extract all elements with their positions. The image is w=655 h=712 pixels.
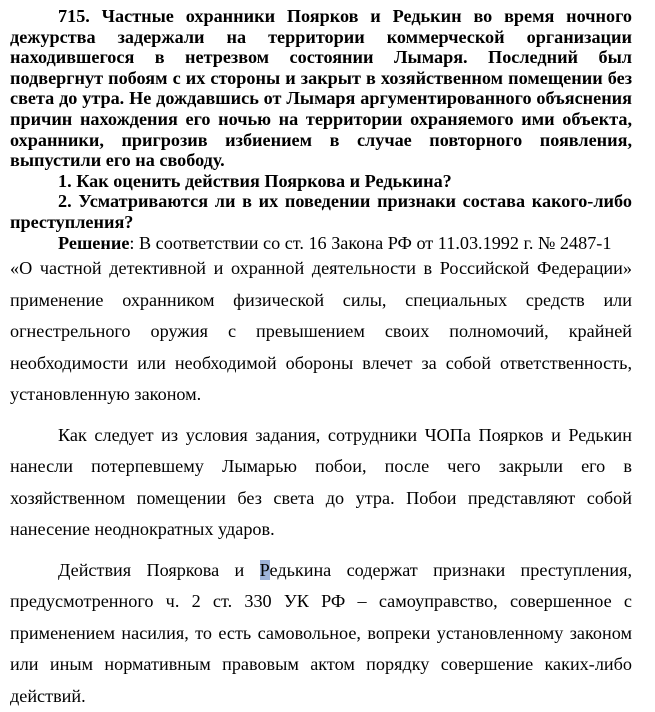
solution-paragraph-1-lead bbox=[10, 233, 632, 254]
question-1: 1. Как оценить действия Пояркова и Редькина? bbox=[58, 170, 452, 191]
solution-lead-text: : В соответствии со ст. 16 Закона РФ от 11.03.1992 г. № 2487-1 bbox=[129, 232, 612, 253]
solution-label: Решение bbox=[58, 232, 130, 253]
document-page bbox=[10, 6, 632, 712]
question-2: 2. Усматриваются ли в их поведении признаки состава какого-либо преступления? bbox=[10, 191, 632, 232]
task-block bbox=[10, 6, 632, 233]
solution-paragraph-1: «О частной детективной и охранной деятельности в Российской Федерации» применение охранником физической силы, специальных средств или огнестрельного оружия с превышением своих полномочий, крайней необходимости или необходимой обороны влечет за собой ответственность, установленную законом. bbox=[10, 258, 632, 405]
p3-after: едькина содержат признаки преступления, предусмотренного ч. 2 ст. 330 УК РФ – самоуправство, совершенное с применением насилия, то есть самовольное, вопреки установленному законом или иным нормативным правовым актом порядку совершение каких-либо действий. bbox=[10, 559, 632, 706]
solution-paragraph-3 bbox=[10, 555, 632, 712]
p3-before: Действия Пояркова и bbox=[58, 559, 260, 580]
text-cursor-highlight: Р bbox=[259, 559, 270, 580]
solution-paragraph-2: Как следует из условия задания, сотрудники ЧОПа Поярков и Редькин нанесли потерпевшему Лымарью побои, после чего закрыли его в хозяйственном помещении без света до утра. Побои представляют собой нанесение неоднократных ударов. bbox=[10, 424, 632, 540]
task-statement: 715. Частные охранники Поярков и Редькин во время ночного дежурства задержали на территории коммерческой организации находившегося в нетрезвом состоянии Лымаря. Последний был подвергнут побоям с их стороны и закрыт в хозяйственном помещении без света до утра. Не дождавшись от Лымаря аргументированного объяснения причин нахождения его ночью на территории охраняемого ими объекта, охранники, пригрозив избиением в случае повторного появления, выпустили его на свободу. bbox=[10, 6, 632, 171]
solution-block bbox=[10, 233, 632, 712]
